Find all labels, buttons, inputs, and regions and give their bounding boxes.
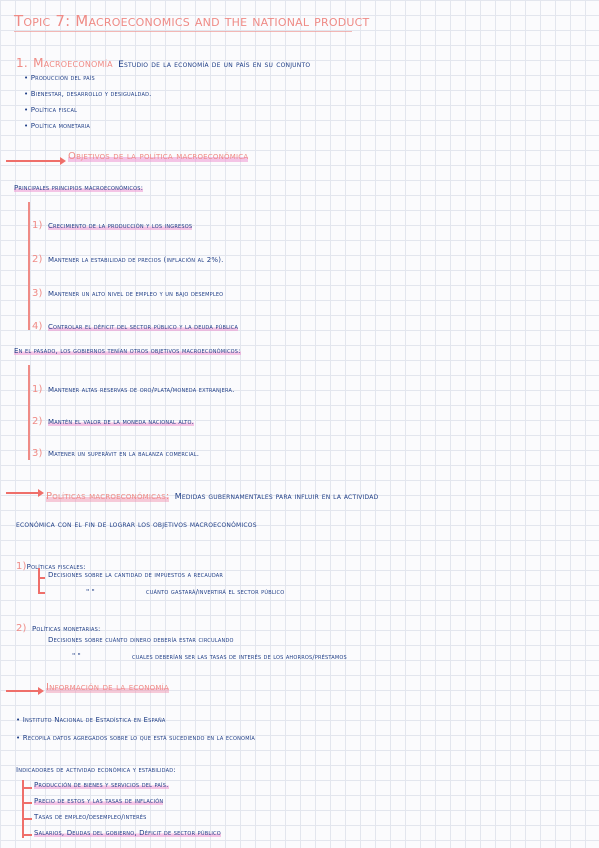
past-bracket [28, 365, 30, 460]
fiscal-ditto: " " [86, 588, 95, 596]
list-item: Tasas de empleo/desempleo/interés [34, 813, 147, 821]
monetary-line-2: cuales deberían ser las tasas de interés de los ahorros/préstamos [132, 653, 347, 661]
bracket-tick [22, 818, 32, 820]
list-item: • Producción del país [24, 74, 95, 82]
fiscal-line-2: cuánto gastará/invertirá el sector público [146, 588, 285, 596]
list-item: 1) Crecimiento de la producción y los ingresos [32, 220, 193, 231]
objetivos-intro: Principales principios macroeconómicos: [14, 184, 144, 192]
list-item: Precio de estos y las tasas de inflación [34, 797, 164, 805]
bracket-tick [22, 802, 32, 804]
arrow-icon [6, 690, 42, 692]
arrow-icon [6, 492, 42, 494]
list-item: • Política fiscal [24, 106, 78, 114]
list-item: 2) Mantener la estabilidad de precios (inflación al 2%). [32, 254, 224, 265]
arrow-icon [6, 160, 64, 162]
objetivos-bracket [28, 202, 30, 330]
fiscal-line-1: Decisiones sobre la cantidad de impuestos a recaudar [48, 571, 224, 579]
list-item: 3) Matener un superávit en la balanza comercial. [32, 448, 200, 459]
indicators-title: Indicadores de actividad económica y estabilidad: [16, 766, 176, 774]
list-item: 1) Mantener altas reservas de oro/plata/moneda extranjera. [32, 384, 235, 395]
bracket-tick [22, 787, 32, 789]
politicas-heading: Políticas macroeconómicas: Medidas gubernamentales para influir en la actividad [46, 491, 379, 502]
list-item: • Instituto Nacional de Estadística en España [16, 716, 166, 724]
list-item: • Política monetaria [24, 122, 91, 130]
section-1-number: 1. [16, 56, 28, 70]
list-item: Salarios, Deudas del gobierno, Déficit de sector público [34, 829, 221, 837]
list-item: • Bienestar, desarrollo y desigualdad. [24, 90, 152, 98]
section-1-heading [16, 52, 310, 71]
bracket-tick [38, 577, 45, 579]
section-1-title: Macroeconomía [33, 56, 113, 70]
monetary-title: 2) Políticas monetarias: [16, 623, 101, 634]
page-title: Topic 7: Macroeconomics and the national product [14, 12, 370, 30]
fiscal-bracket [38, 568, 40, 594]
list-item: 3) Mantener un alto nivel de empleo y un bajo desempleo [32, 288, 224, 299]
politicas-definition: económica con el fin de lograr los objetivos macroeconómicos [16, 520, 257, 529]
section-1-definition: Estudio de la economía de un país en su conjunto [118, 60, 311, 70]
list-item: Producción de bienes y servicios del país. [34, 781, 169, 789]
bracket-tick [38, 592, 45, 594]
monetary-line-1: Decisiones sobre cuánto dinero debería estar circulando [48, 636, 234, 644]
list-item: 2) Mantén el valor de la moneda nacional alto. [32, 416, 195, 427]
list-item: 4) Controlar el déficit del sector público y la deuda pública [32, 321, 239, 332]
fiscal-title: 1)Políticas fiscales: [16, 561, 86, 572]
list-item: • Recopila datos agregados sobre lo que está sucediendo en la economía [16, 734, 256, 742]
bracket-tick [22, 834, 32, 836]
objetivos-heading: Objetivos de la política macroeconómica [68, 151, 249, 162]
monetary-ditto: " " [72, 652, 81, 660]
title-underline [14, 31, 352, 32]
past-intro: En el pasado, los gobiernos tenían otros objetivos macroeconómicos: [14, 347, 241, 355]
informacion-heading: Información de la economía [46, 682, 169, 693]
